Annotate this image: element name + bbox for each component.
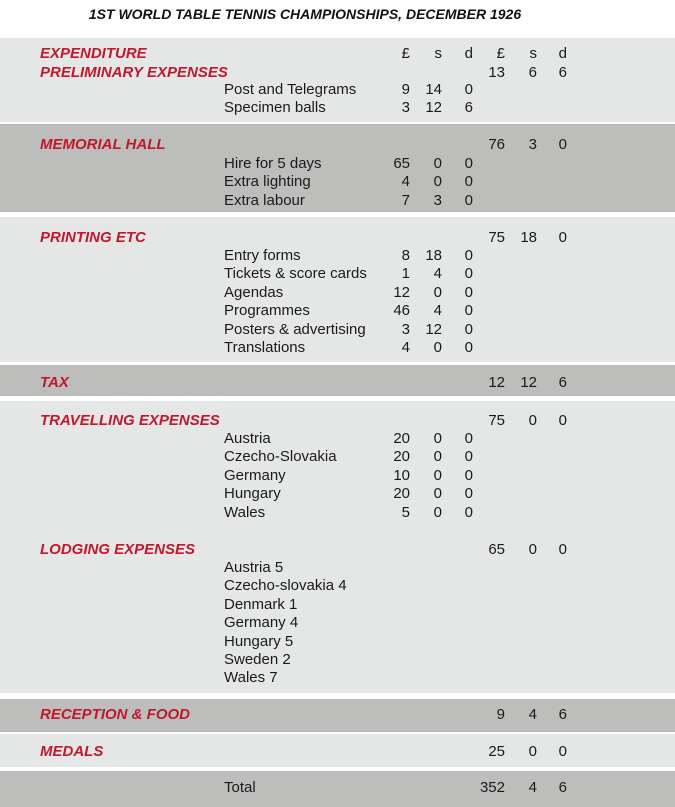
line-item-amount: 0 bbox=[464, 173, 473, 191]
column-header: s bbox=[529, 45, 537, 62]
section-total-amount: 3 bbox=[528, 136, 537, 153]
section-total-amount: 18 bbox=[520, 229, 537, 246]
line-item-amount: 46 bbox=[393, 302, 410, 320]
line-item-label: Agendas bbox=[224, 283, 284, 301]
line-item-amount: 20 bbox=[393, 448, 410, 466]
line-item-label: Translations bbox=[224, 339, 306, 356]
line-item-label: Extra lighting bbox=[224, 173, 311, 191]
category-label: MEMORIAL HALL bbox=[40, 136, 166, 153]
line-item-amount: 0 bbox=[433, 173, 442, 191]
line-item-label: Sweden 2 bbox=[224, 651, 291, 668]
line-item-label: Czecho-Slovakia bbox=[224, 448, 337, 466]
line-item-amount: 4 bbox=[433, 302, 442, 320]
line-item-amount: 0 bbox=[433, 448, 442, 466]
section-total-amount: 0 bbox=[528, 412, 537, 429]
line-item-label: Wales bbox=[224, 503, 266, 521]
line-item-amount: 0 bbox=[433, 466, 442, 484]
line-item-amount: 7 bbox=[401, 191, 410, 209]
line-item-amount: 0 bbox=[464, 191, 473, 209]
line-item-amount: 0 bbox=[433, 283, 442, 301]
line-item-label: Posters & advertising bbox=[224, 320, 366, 338]
line-item-amount: 4 bbox=[401, 173, 410, 191]
section-total-amount: 76 bbox=[488, 136, 505, 153]
line-item-label: Germany bbox=[224, 466, 286, 484]
section-total-amount: 6 bbox=[528, 64, 537, 81]
line-item-amount: 0 bbox=[464, 503, 473, 521]
category-label: PRELIMINARY EXPENSES bbox=[40, 64, 228, 81]
line-item-amount: 0 bbox=[464, 430, 473, 447]
line-item-label: Denmark 1 bbox=[224, 595, 298, 613]
grand-total-amount: 352 bbox=[479, 779, 505, 796]
line-item-amount: 0 bbox=[464, 283, 473, 301]
line-item-label: Extra labour bbox=[224, 191, 305, 209]
line-item-label: Post and Telegrams bbox=[224, 81, 357, 98]
line-item-amount: 0 bbox=[464, 247, 473, 264]
section-total-amount: 13 bbox=[488, 64, 505, 81]
line-item-label: Hire for 5 days bbox=[224, 155, 322, 172]
line-item-amount: 18 bbox=[425, 247, 442, 264]
line-item-amount: 4 bbox=[433, 265, 442, 283]
category-label: PRINTING ETC bbox=[40, 229, 146, 246]
line-item-amount: 0 bbox=[464, 485, 473, 503]
column-header: £ bbox=[401, 45, 410, 62]
section-total-amount: 0 bbox=[528, 541, 537, 558]
line-item-label: Austria bbox=[224, 430, 271, 447]
section-total-amount: 0 bbox=[558, 136, 567, 153]
section-total-amount: 9 bbox=[496, 706, 505, 723]
line-item-amount: 0 bbox=[433, 155, 442, 172]
line-item-label: Czecho-slovakia 4 bbox=[224, 577, 347, 595]
line-item-amount: 3 bbox=[433, 191, 442, 209]
line-item-amount: 3 bbox=[401, 99, 410, 117]
line-item-amount: 4 bbox=[401, 339, 410, 356]
section-total-amount: 65 bbox=[488, 541, 505, 558]
line-item-amount: 0 bbox=[433, 339, 442, 356]
line-item-amount: 0 bbox=[464, 448, 473, 466]
line-item-amount: 12 bbox=[425, 99, 442, 117]
line-item-amount: 0 bbox=[464, 320, 473, 338]
section-band-total bbox=[0, 771, 675, 807]
section-total-amount: 0 bbox=[558, 412, 567, 429]
category-label: TAX bbox=[40, 374, 69, 391]
section-total-amount: 25 bbox=[488, 743, 505, 760]
page-title: 1ST WORLD TABLE TENNIS CHAMPIONSHIPS, DECEMBER 1926 bbox=[88, 6, 522, 22]
line-item-amount: 9 bbox=[401, 81, 410, 98]
line-item-amount: 0 bbox=[433, 503, 442, 521]
section-total-amount: 0 bbox=[558, 229, 567, 246]
line-item-amount: 14 bbox=[425, 81, 442, 98]
line-item-label: Specimen balls bbox=[224, 99, 326, 117]
line-item-amount: 3 bbox=[401, 320, 410, 338]
section-total-amount: 75 bbox=[488, 229, 505, 246]
line-item-label: Tickets & score cards bbox=[224, 265, 367, 283]
line-item-amount: 20 bbox=[393, 430, 410, 447]
line-item-label: Germany 4 bbox=[224, 614, 299, 632]
line-item-amount: 12 bbox=[425, 320, 442, 338]
line-item-label: Wales 7 bbox=[224, 669, 278, 687]
grand-total-amount: 4 bbox=[528, 779, 537, 796]
section-total-amount: 0 bbox=[558, 743, 567, 760]
section-total-amount: 0 bbox=[528, 743, 537, 760]
grand-total-amount: 6 bbox=[558, 779, 567, 796]
line-item-amount: 8 bbox=[401, 247, 410, 264]
section-band-tax bbox=[0, 365, 675, 396]
category-label: RECEPTION & FOOD bbox=[40, 706, 191, 723]
line-item-amount: 12 bbox=[393, 283, 410, 301]
section-total-amount: 0 bbox=[558, 541, 567, 558]
column-header: s bbox=[434, 45, 442, 62]
line-item-label: Hungary bbox=[224, 485, 281, 503]
line-item-amount: 20 bbox=[393, 485, 410, 503]
section-total-amount: 6 bbox=[558, 64, 567, 81]
column-header: d bbox=[464, 45, 473, 62]
line-item-amount: 0 bbox=[464, 339, 473, 356]
column-header: d bbox=[558, 45, 567, 62]
section-total-amount: 75 bbox=[488, 412, 505, 429]
line-item-amount: 0 bbox=[464, 155, 473, 172]
line-item-label: Hungary 5 bbox=[224, 632, 294, 650]
line-item-amount: 0 bbox=[464, 466, 473, 484]
section-total-amount: 6 bbox=[558, 374, 567, 391]
expenditure-heading: EXPENDITURE bbox=[40, 45, 147, 62]
line-item-amount: 65 bbox=[393, 155, 410, 172]
category-label: TRAVELLING EXPENSES bbox=[40, 412, 220, 429]
category-label: LODGING EXPENSES bbox=[40, 541, 196, 558]
line-item-amount: 10 bbox=[393, 466, 410, 484]
line-item-amount: 5 bbox=[401, 503, 410, 521]
line-item-amount: 6 bbox=[464, 99, 473, 117]
section-total-amount: 12 bbox=[520, 374, 537, 391]
category-label: MEDALS bbox=[40, 743, 104, 760]
section-total-amount: 4 bbox=[528, 706, 537, 723]
line-item-label: Austria 5 bbox=[224, 559, 284, 576]
line-item-label: Entry forms bbox=[224, 247, 301, 264]
section-total-amount: 12 bbox=[488, 374, 505, 391]
line-item-amount: 0 bbox=[433, 485, 442, 503]
line-item-label: Programmes bbox=[224, 302, 310, 320]
line-item-amount: 1 bbox=[401, 265, 410, 283]
line-item-amount: 0 bbox=[433, 430, 442, 447]
total-label: Total bbox=[224, 779, 256, 796]
line-item-amount: 0 bbox=[464, 302, 473, 320]
column-header: £ bbox=[496, 45, 505, 62]
line-item-amount: 0 bbox=[464, 265, 473, 283]
line-item-amount: 0 bbox=[464, 81, 473, 98]
section-total-amount: 6 bbox=[558, 706, 567, 723]
